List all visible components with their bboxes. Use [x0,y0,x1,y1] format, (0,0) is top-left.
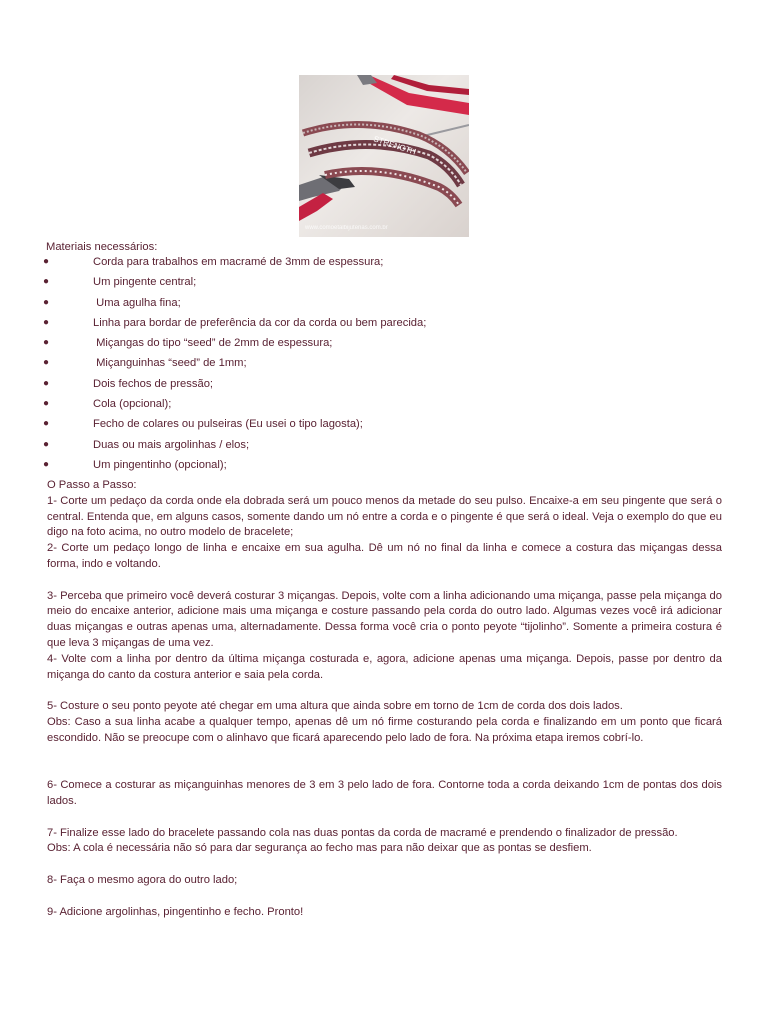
list-item: ● Uma agulha fina; [43,296,181,309]
list-item: ● Cola (opcional); [43,398,172,411]
steps-heading: O Passo a Passo: [47,479,137,491]
bullet-icon: ● [43,276,50,288]
bullet-icon: ● [43,438,50,450]
step-2: 2- Corte um pedaço longo de linha e encaixe em sua agulha. Dê um nó no final da linha e comece a costura das miçangas dessa forma, indo e voltando. [47,542,722,570]
pliers-top-illustration [357,75,469,115]
pliers-bottom-illustration [299,175,355,221]
step-8: 8- Faça o mesmo agora do outro lado; [47,873,238,886]
step-3: 3- Perceba que primeiro você deverá costurar 3 miçangas. Depois, volte com a linha adicionando uma miçanga, passe pela miçanga do meio do encaixe anterior, adicione mais uma miçanga e costure passando pela corda do outro lado. Algumas vezes você irá adicionar duas miçangas e outras apenas uma, alternadamente. Dessa forma você cria o ponto peyote “tijolinho”. Somente a primeira costura é que leva 3 miçangas de uma vez. [47,589,722,649]
materials-list [0,255,720,478]
step-4: 4- Volte com a linha por dentro da última miçanga costurada e, agora, adicione apenas uma miçanga. Depois, passe por dentro da miçanga do canto da costura anterior e saia pela corda. [47,652,722,681]
bullet-icon: ● [43,398,50,410]
step-9: 9- Adicione argolinhas, pingentinho e fecho. Pronto! [47,905,304,918]
bullet-icon: ● [43,316,50,328]
bracelet-photo [299,75,469,237]
materials-heading: Materiais necessários: [46,241,158,253]
list-item: ● Dois fechos de pressão; [43,377,214,390]
list-item: ● Miçanguinhas “seed” de 1mm; [43,357,247,370]
list-item: ● Duas ou mais argolinhas / elos; [43,438,250,451]
bullet-icon: ● [43,357,50,369]
step-1: 1- Corte um pedaço da corda onde ela dobrada será um pouco menos da metade do seu pulso. Encaixe-a em seu pingente que será o central. Entenda que, em alguns casos, somente dando um nó entre a corda e o pingente é que será o ideal. Veja o exemplo do que eu digo na foto acima, no outro modelo de bracelete; [47,494,722,539]
steps-section [47,478,722,920]
list-item: ● Fecho de colares ou pulseiras (Eu usei o tipo lagosta); [43,418,363,431]
step-5-note: Obs: Caso a sua linha acabe a qualquer tempo, apenas dê um nó firme costurando pela corda e finalizando em um ponto que ficará escondido. Não se preocupe com o alinhavo que ficará aparecendo pelo lado de fora. Na próxima etapa iremos cobrí-lo. [47,715,722,744]
step-6: 6- Comece a costurar as miçanguinhas menores de 3 em 3 pelo lado de fora. Contorne toda a corda deixando 1cm de pontas dos dois lados. [47,779,722,807]
bullet-icon: ● [43,256,50,267]
bullet-icon: ● [43,377,50,389]
bracelet-engraving: STRENGTH [372,134,418,157]
bullet-icon: ● [43,337,50,349]
list-item: ● Corda para trabalhos em macramé de 3mm de espessura; [43,256,384,268]
step-5: 5- Costure o seu ponto peyote até chegar em uma altura que ainda sobre em torno de 1cm de corda dos dois lados. [47,700,623,713]
list-item: ● Um pingente central; [43,276,197,289]
list-item: ● Linha para bordar de preferência da cor da corda ou bem parecida; [43,316,427,329]
bullet-icon: ● [43,418,50,430]
step-7-note: Obs: A cola é necessária não só para dar segurança ao fecho mas para não deixar que as pontas se desfiem. [47,842,592,855]
list-item: ● Um pingentinho (opcional); [43,458,227,471]
bullet-icon: ● [43,296,50,308]
bullet-icon: ● [43,458,50,470]
photo-watermark: www.comoetalbijuterias.com.br [305,225,388,231]
step-7: 7- Finalize esse lado do bracelete passando cola nas duas pontas da corda de macramé e prendendo o finalizador de pressão. [47,826,678,839]
list-item: ● Miçangas do tipo “seed” de 2mm de espessura; [43,337,333,350]
